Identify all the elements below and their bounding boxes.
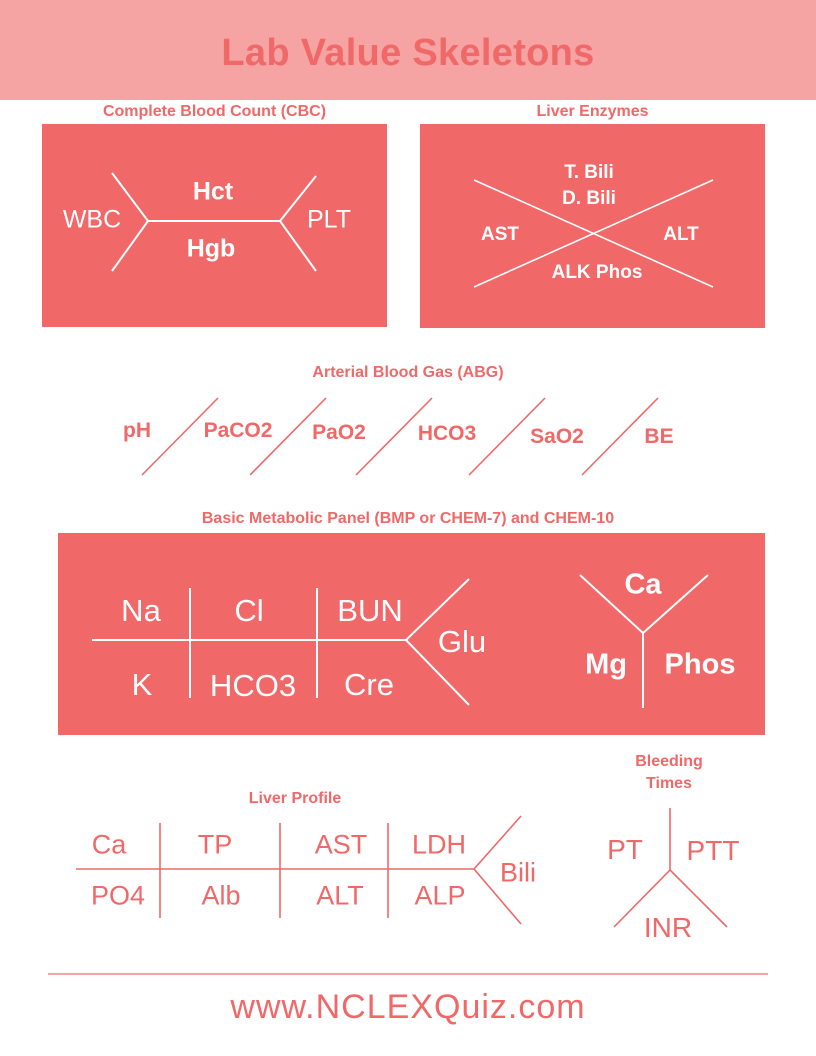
bleeding-ptt-label: PTT xyxy=(686,835,740,866)
abg-hco3-label: HCO3 xyxy=(417,422,477,445)
bmp-cre-label: Cre xyxy=(344,667,394,702)
bmp-hco3-label: HCO3 xyxy=(209,668,297,703)
footer-url[interactable]: www.NCLEXQuiz.com xyxy=(230,988,586,1026)
bleeding-pt-label: PT xyxy=(607,834,643,865)
cbc-plt-label: PLT xyxy=(307,205,351,234)
lp-ca-label: Ca xyxy=(91,829,127,860)
lp-alb-label: Alb xyxy=(201,880,241,911)
bmp-mg-label: Mg xyxy=(585,648,627,681)
bmp-phos-label: Phos xyxy=(664,648,736,681)
bmp-k-label: K xyxy=(131,667,153,702)
lp-tp-label: TP xyxy=(197,829,233,860)
abg-sao2-label: SaO2 xyxy=(530,425,584,448)
bmp-na-label: Na xyxy=(121,593,161,628)
abg-pao2-label: PaO2 xyxy=(312,421,366,444)
abg-title: Arterial Blood Gas (ABG) xyxy=(312,364,504,381)
lp-ldh-label: LDH xyxy=(411,829,467,860)
liver-enzymes-title: Liver Enzymes xyxy=(536,103,649,120)
bmp-cl-label: Cl xyxy=(234,593,264,628)
lp-bili-label: Bili xyxy=(499,857,537,888)
footer-divider xyxy=(48,973,768,975)
bmp-glu-label: Glu xyxy=(437,624,487,659)
lp-ast-label: AST xyxy=(314,829,368,860)
bleeding-inr-label: INR xyxy=(643,912,693,943)
abg-paco2-label: PaCO2 xyxy=(203,419,273,442)
abg-be-label: BE xyxy=(644,425,674,448)
bmp-bun-label: BUN xyxy=(337,593,403,628)
page-title: Lab Value Skeletons xyxy=(221,32,595,74)
lp-alp-label: ALP xyxy=(414,880,466,911)
liver-ast-label: AST xyxy=(481,224,519,245)
liver-alkphos-label: ALK Phos xyxy=(551,262,643,283)
liver-tbili-label: T. Bili xyxy=(564,162,614,183)
liver-profile-title: Liver Profile xyxy=(248,790,342,807)
lp-alt-label: ALT xyxy=(316,880,364,911)
bleeding-title-line2: Times xyxy=(646,775,692,792)
liver-alt-label: ALT xyxy=(663,224,699,245)
bleeding-title-line1: Bleeding xyxy=(635,753,703,770)
cbc-hgb-label: Hgb xyxy=(186,234,236,263)
cbc-wbc-label: WBC xyxy=(62,205,122,234)
lp-po4-label: PO4 xyxy=(90,880,146,911)
liver-dbili-label: D. Bili xyxy=(562,188,616,209)
abg-ph-label: pH xyxy=(123,419,151,442)
cbc-title: Complete Blood Count (CBC) xyxy=(102,103,327,120)
bmp-title: Basic Metabolic Panel (BMP or CHEM-7) and CHEM-10 xyxy=(201,510,615,527)
cbc-hct-label: Hct xyxy=(192,177,234,206)
bmp-ca-label: Ca xyxy=(624,568,662,601)
